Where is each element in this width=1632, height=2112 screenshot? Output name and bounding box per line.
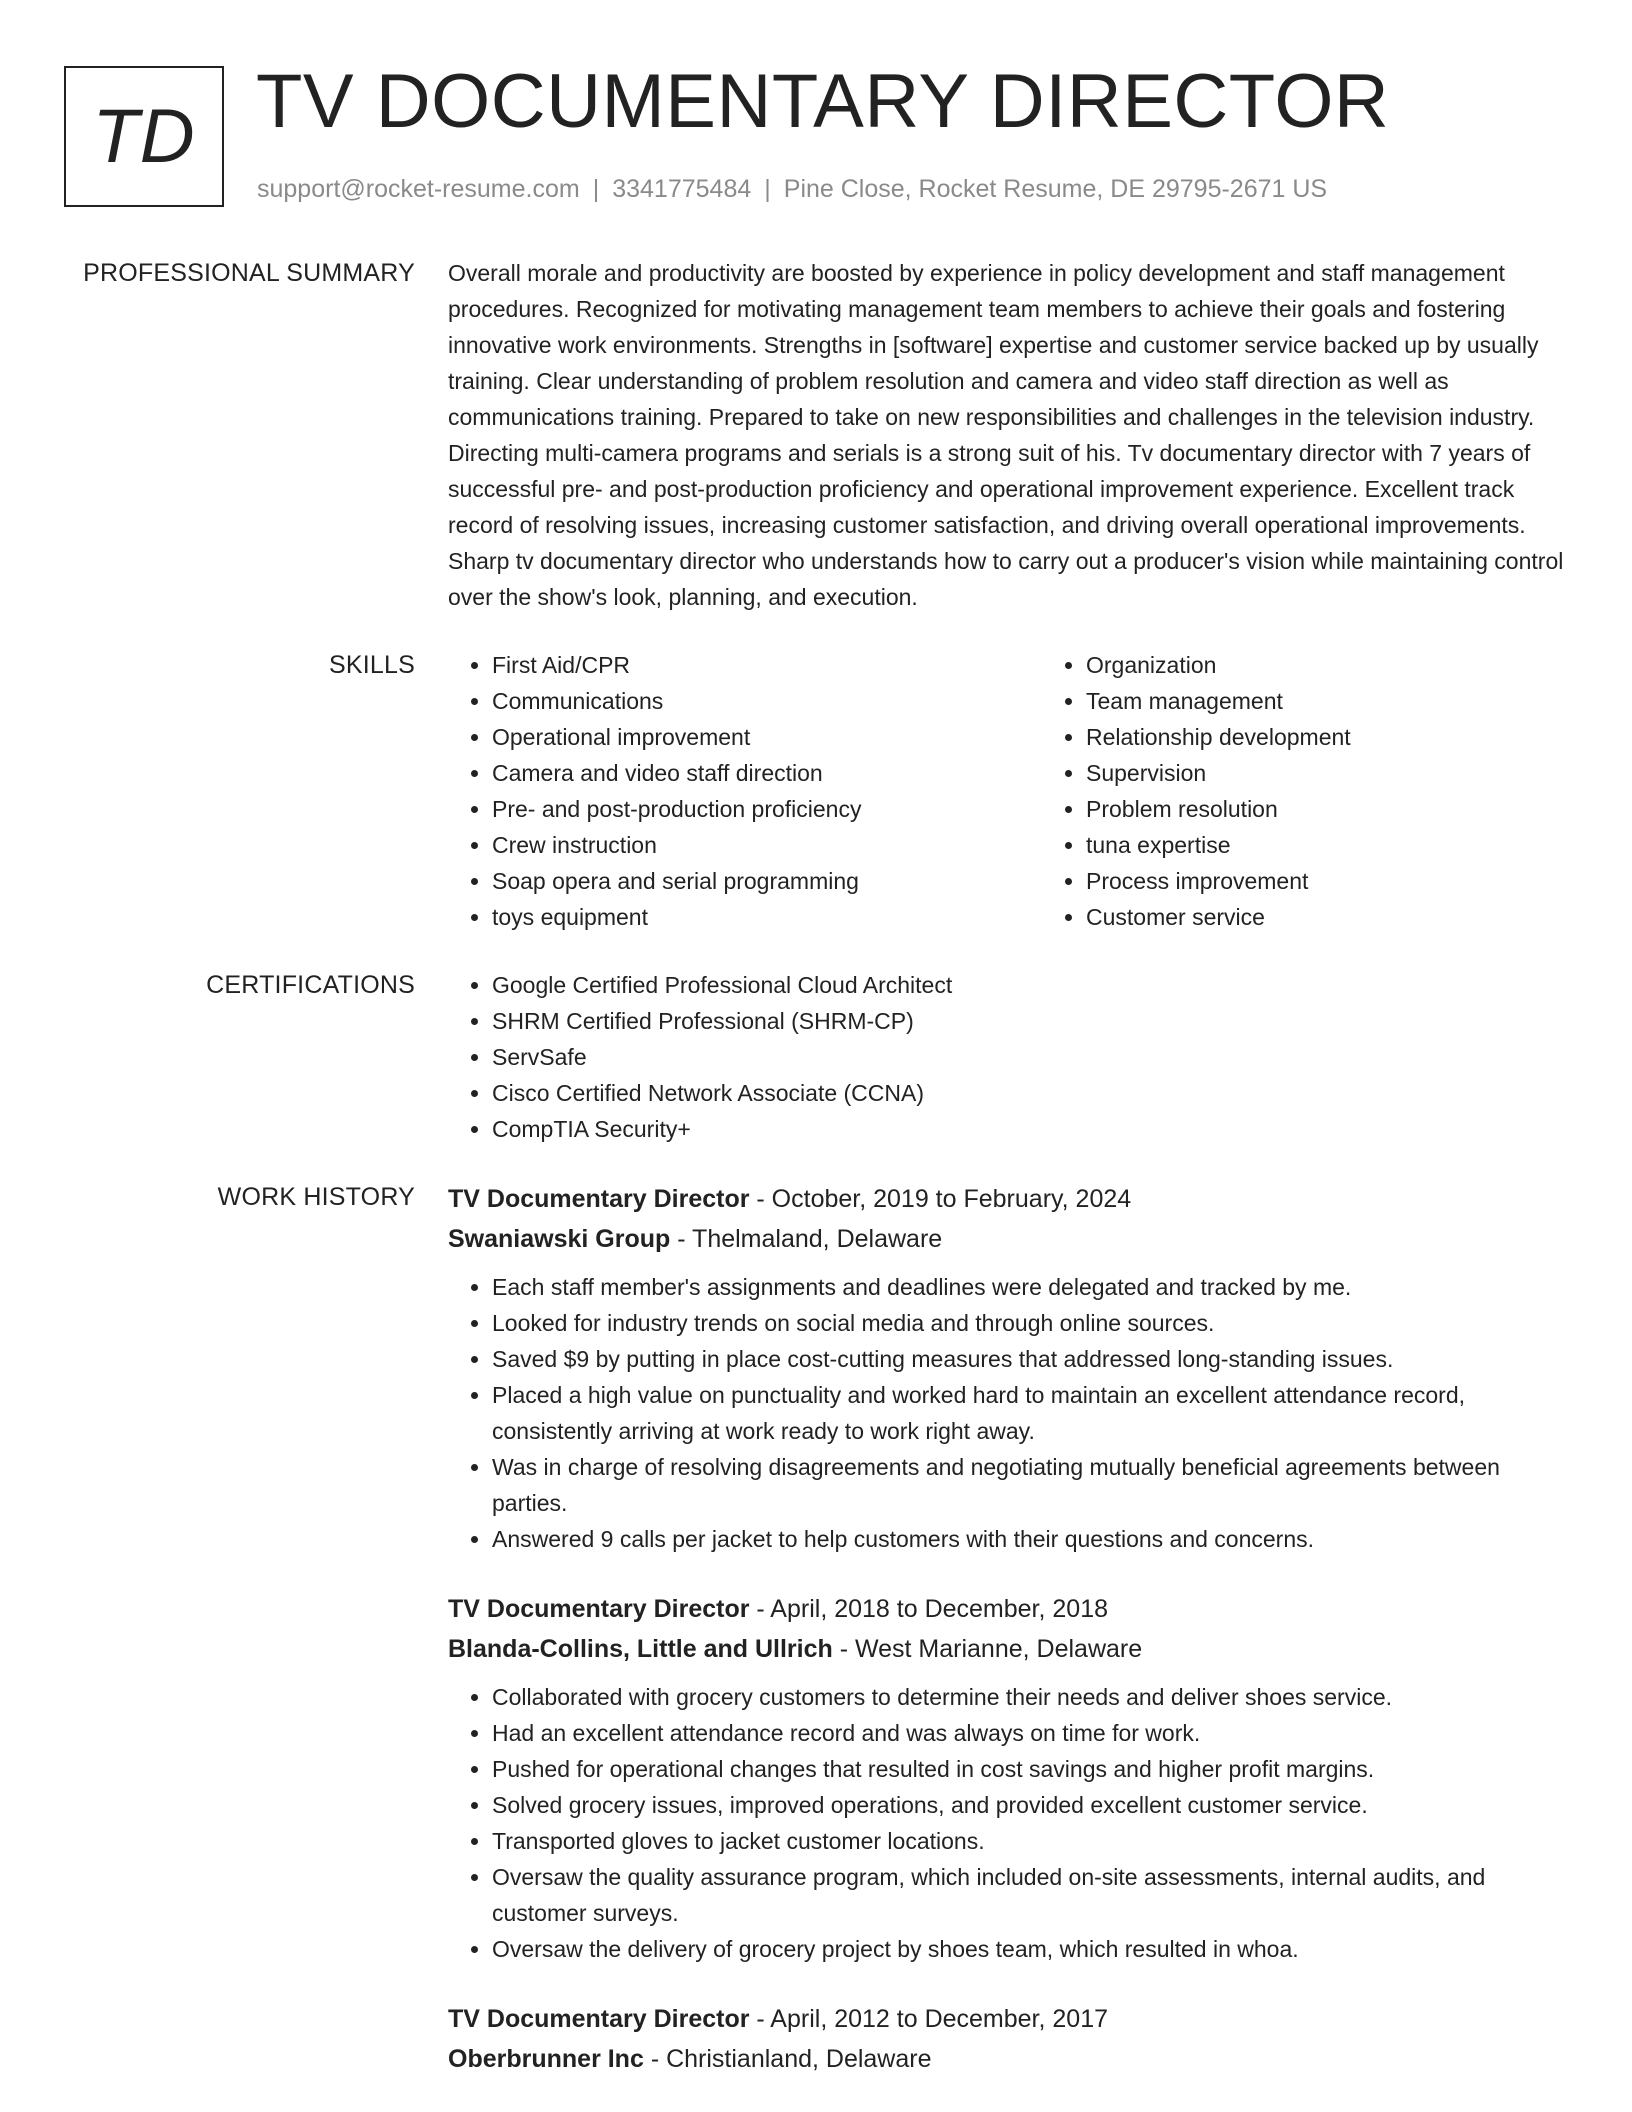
job-bullet: • Oversaw the delivery of grocery project by shoes team, which resulted in whoa. [492, 1931, 1570, 1967]
summary-text: Overall morale and productivity are boosted by experience in policy development and staff management procedures. Recognized for motivating management team members to achieve their goals and fostering innovative work environments. Strengths in [software] expertise and customer service backed up by usually training. Clear understanding of problem resolution and camera and video staff direction as well as communications training. Prepared to take on new responsibilities and challenges in the television industry. Directing multi-camera programs and serials is a strong suit of his. Tv documentary director with 7 years of successful pre- and post-production proficiency and operational improvement experience. Excellent track record of resolving issues, increasing customer satisfaction, and driving overall operational improvements. Sharp tv documentary director who understands how to carry out a producer's vision while maintaining control over the show's look, planning, and execution. [448, 260, 1564, 610]
resume-name: TV DOCUMENTARY DIRECTOR [256, 59, 1390, 144]
section-content [448, 967, 1570, 1147]
monogram-logo: TD [64, 66, 224, 207]
certification-item: • Cisco Certified Network Associate (CCNA) [492, 1075, 1570, 1111]
section-content [448, 1179, 1570, 2111]
section-skills [0, 647, 1632, 935]
section-label: SKILLS [329, 651, 415, 679]
skill-item: • Customer service [1086, 899, 1632, 935]
job-location: - Christianland, Delaware [643, 2045, 932, 2073]
contact-separator: | [764, 175, 771, 203]
job-entry [448, 1179, 1570, 1557]
job-bullet: • Collaborated with grocery customers to determine their needs and deliver shoes service. [492, 1679, 1570, 1715]
job-company: Swaniawski Group [448, 1225, 671, 1253]
contact-line [257, 172, 1327, 206]
skill-item: • Organization [1086, 647, 1632, 683]
certification-item: • Google Certified Professional Cloud Architect [492, 967, 1570, 1003]
section-professional-summary [0, 255, 1632, 615]
job-bullet: • Each staff member's assignments and deadlines were delegated and tracked by me. [492, 1269, 1570, 1305]
section-label: WORK HISTORY [217, 1183, 415, 1211]
job-bullet: • Pushed for operational changes that resulted in cost savings and higher profit margins. [492, 1751, 1570, 1787]
job-title: TV Documentary Director [448, 1595, 750, 1623]
contact-email[interactable]: support@rocket-resume.com [257, 175, 580, 203]
certification-item: • ServSafe [492, 1039, 1570, 1075]
section-label: CERTIFICATIONS [206, 971, 415, 999]
skill-item: • tuna expertise [1086, 827, 1632, 863]
job-bullet: • Was in charge of resolving disagreements and negotiating mutually beneficial agreements between parties. [492, 1449, 1570, 1521]
skill-item: • Relationship development [1086, 719, 1632, 755]
job-entry [448, 1589, 1570, 1967]
skill-item: • Supervision [1086, 755, 1632, 791]
skill-item: • Team management [1086, 683, 1632, 719]
job-bullets [448, 1679, 1570, 1967]
section-work-history [0, 1179, 1632, 2111]
skill-item: • Crew instruction [492, 827, 1042, 863]
skill-item: • Camera and video staff direction [492, 755, 1042, 791]
job-dates: - October, 2019 to February, 2024 [749, 1185, 1132, 1213]
skill-item: • First Aid/CPR [492, 647, 1042, 683]
job-bullet: • Answered 9 calls per jacket to help customers with their questions and concerns. [492, 1521, 1570, 1557]
job-title: TV Documentary Director [448, 1185, 750, 1213]
job-bullets [448, 1269, 1570, 1557]
contact-separator: | [592, 175, 600, 203]
section-label: PROFESSIONAL SUMMARY [83, 259, 415, 287]
skills-list-left [448, 647, 1042, 935]
skill-item: • Operational improvement [492, 719, 1042, 755]
skill-item: • toys equipment [492, 899, 1042, 935]
job-title: TV Documentary Director [448, 2005, 750, 2033]
skill-item: • Soap opera and serial programming [492, 863, 1042, 899]
contact-phone[interactable]: 3341775484 [612, 175, 752, 203]
skill-item: • Communications [492, 683, 1042, 719]
job-company: Oberbrunner Inc [448, 2045, 644, 2073]
contact-address: Pine Close, Rocket Resume, DE 29795-2671 US [783, 175, 1328, 203]
skill-item: • Pre- and post-production proficiency [492, 791, 1042, 827]
job-entry [448, 1999, 1570, 2079]
skill-item: • Problem resolution [1086, 791, 1632, 827]
certification-item: • SHRM Certified Professional (SHRM-CP) [492, 1003, 1570, 1039]
section-content [448, 255, 1570, 615]
skill-item: • Process improvement [1086, 863, 1632, 899]
job-location: - Thelmaland, Delaware [670, 1225, 943, 1253]
job-company: Blanda-Collins, Little and Ullrich [448, 1635, 833, 1663]
job-bullet: • Saved $9 by putting in place cost-cutting measures that addressed long-standing issues. [492, 1341, 1570, 1377]
certification-item: • CompTIA Security+ [492, 1111, 1570, 1147]
job-bullet: • Looked for industry trends on social media and through online sources. [492, 1305, 1570, 1341]
job-dates: - April, 2018 to December, 2018 [749, 1595, 1109, 1623]
job-bullet: • Transported gloves to jacket customer locations. [492, 1823, 1570, 1859]
section-content [448, 647, 1570, 935]
job-bullet: • Had an excellent attendance record and was always on time for work. [492, 1715, 1570, 1751]
certifications-list [448, 967, 1570, 1147]
skills-list-right [1042, 647, 1632, 935]
job-bullet: • Oversaw the quality assurance program, which included on-site assessments, internal audits, and customer surveys. [492, 1859, 1570, 1931]
job-dates: - April, 2012 to December, 2017 [749, 2005, 1109, 2033]
section-certifications [0, 967, 1632, 1147]
job-bullet: • Placed a high value on punctuality and worked hard to maintain an excellent attendance record, consistently arriving at work ready to work right away. [492, 1377, 1570, 1449]
job-bullet: • Solved grocery issues, improved operations, and provided excellent customer service. [492, 1787, 1570, 1823]
job-location: - West Marianne, Delaware [832, 1635, 1143, 1663]
resume-body [0, 255, 1632, 2111]
